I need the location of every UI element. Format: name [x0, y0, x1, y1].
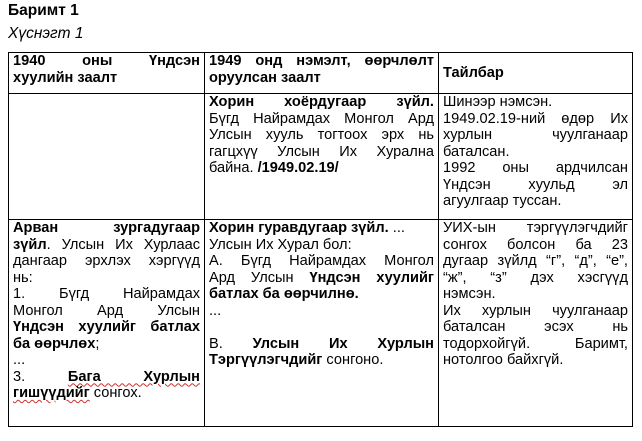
cell-note-2: УИХ-ын тэргүүлэгчдийг сонгох болсон ба 23 дугаар зүйлд “г”, “д”, “е”, “ж”, “з” дэх хэсгүүд нэмсэн. Их хурлын чуулганаар баталсан эсэх нь тодорхойгүй. Баримт, нотолгоо байхгүй.: [439, 220, 633, 427]
table-caption: Хүснэгт 1: [8, 25, 84, 42]
header-note: Тайлбар: [439, 53, 633, 94]
table-row: [9, 220, 633, 427]
table-row: [9, 94, 633, 220]
cell-1949-article-23: Хорин гуравдугаар зүйл. ... Улсын Их Хурал бол: А. Бүгд Найрамдах Монгол Ард Улсын Үндсэн хуулийг батлах ба өөрчилнө. ... В. Улсын Их Хурлын Тэргүүлэгчдийг сонгоно.: [205, 220, 439, 427]
cell-1949-article-22: Хорин хоёрдугаар зүйл. Бүгд Найрамдах Монгол Ард Улсын хууль тогтоох эрх нь гагцхүү Улсын Их Хурална байна. /1949.02.19/: [205, 94, 439, 220]
table-header-row: [9, 53, 633, 94]
cell-1940-article-16: Арван зургадугаар зүйл. Улсын Их Хурлаас дангаар эрхлэх хэргүүд нь: 1. Бүгд Найрамдах Монгол Ард Улсын Үндсэн хуулийг батлах ба өөрчлөх; ... 3. Бага Хурлын гишүүдийг сонгох.: [9, 220, 205, 427]
cell-note-1: Шинээр нэмсэн. 1949.02.19-ний өдөр Их хурлын чуулганаар баталсан. 1992 оны ардчилсан Үндсэн хуульд эл агуулгаар туссан.: [439, 94, 633, 220]
document-heading: Баримт 1: [8, 2, 79, 19]
article-title: Хорин хоёрдугаар зүйл.: [209, 94, 434, 110]
cell-1940-empty: [9, 94, 205, 220]
comparison-table: [8, 52, 633, 427]
header-1940-constitution: 1940 оны Үндсэн хуулийн заалт: [9, 53, 205, 94]
header-1949-amendment: 1949 онд нэмэлт, өөрчлөлт оруулсан заалт: [205, 53, 439, 94]
